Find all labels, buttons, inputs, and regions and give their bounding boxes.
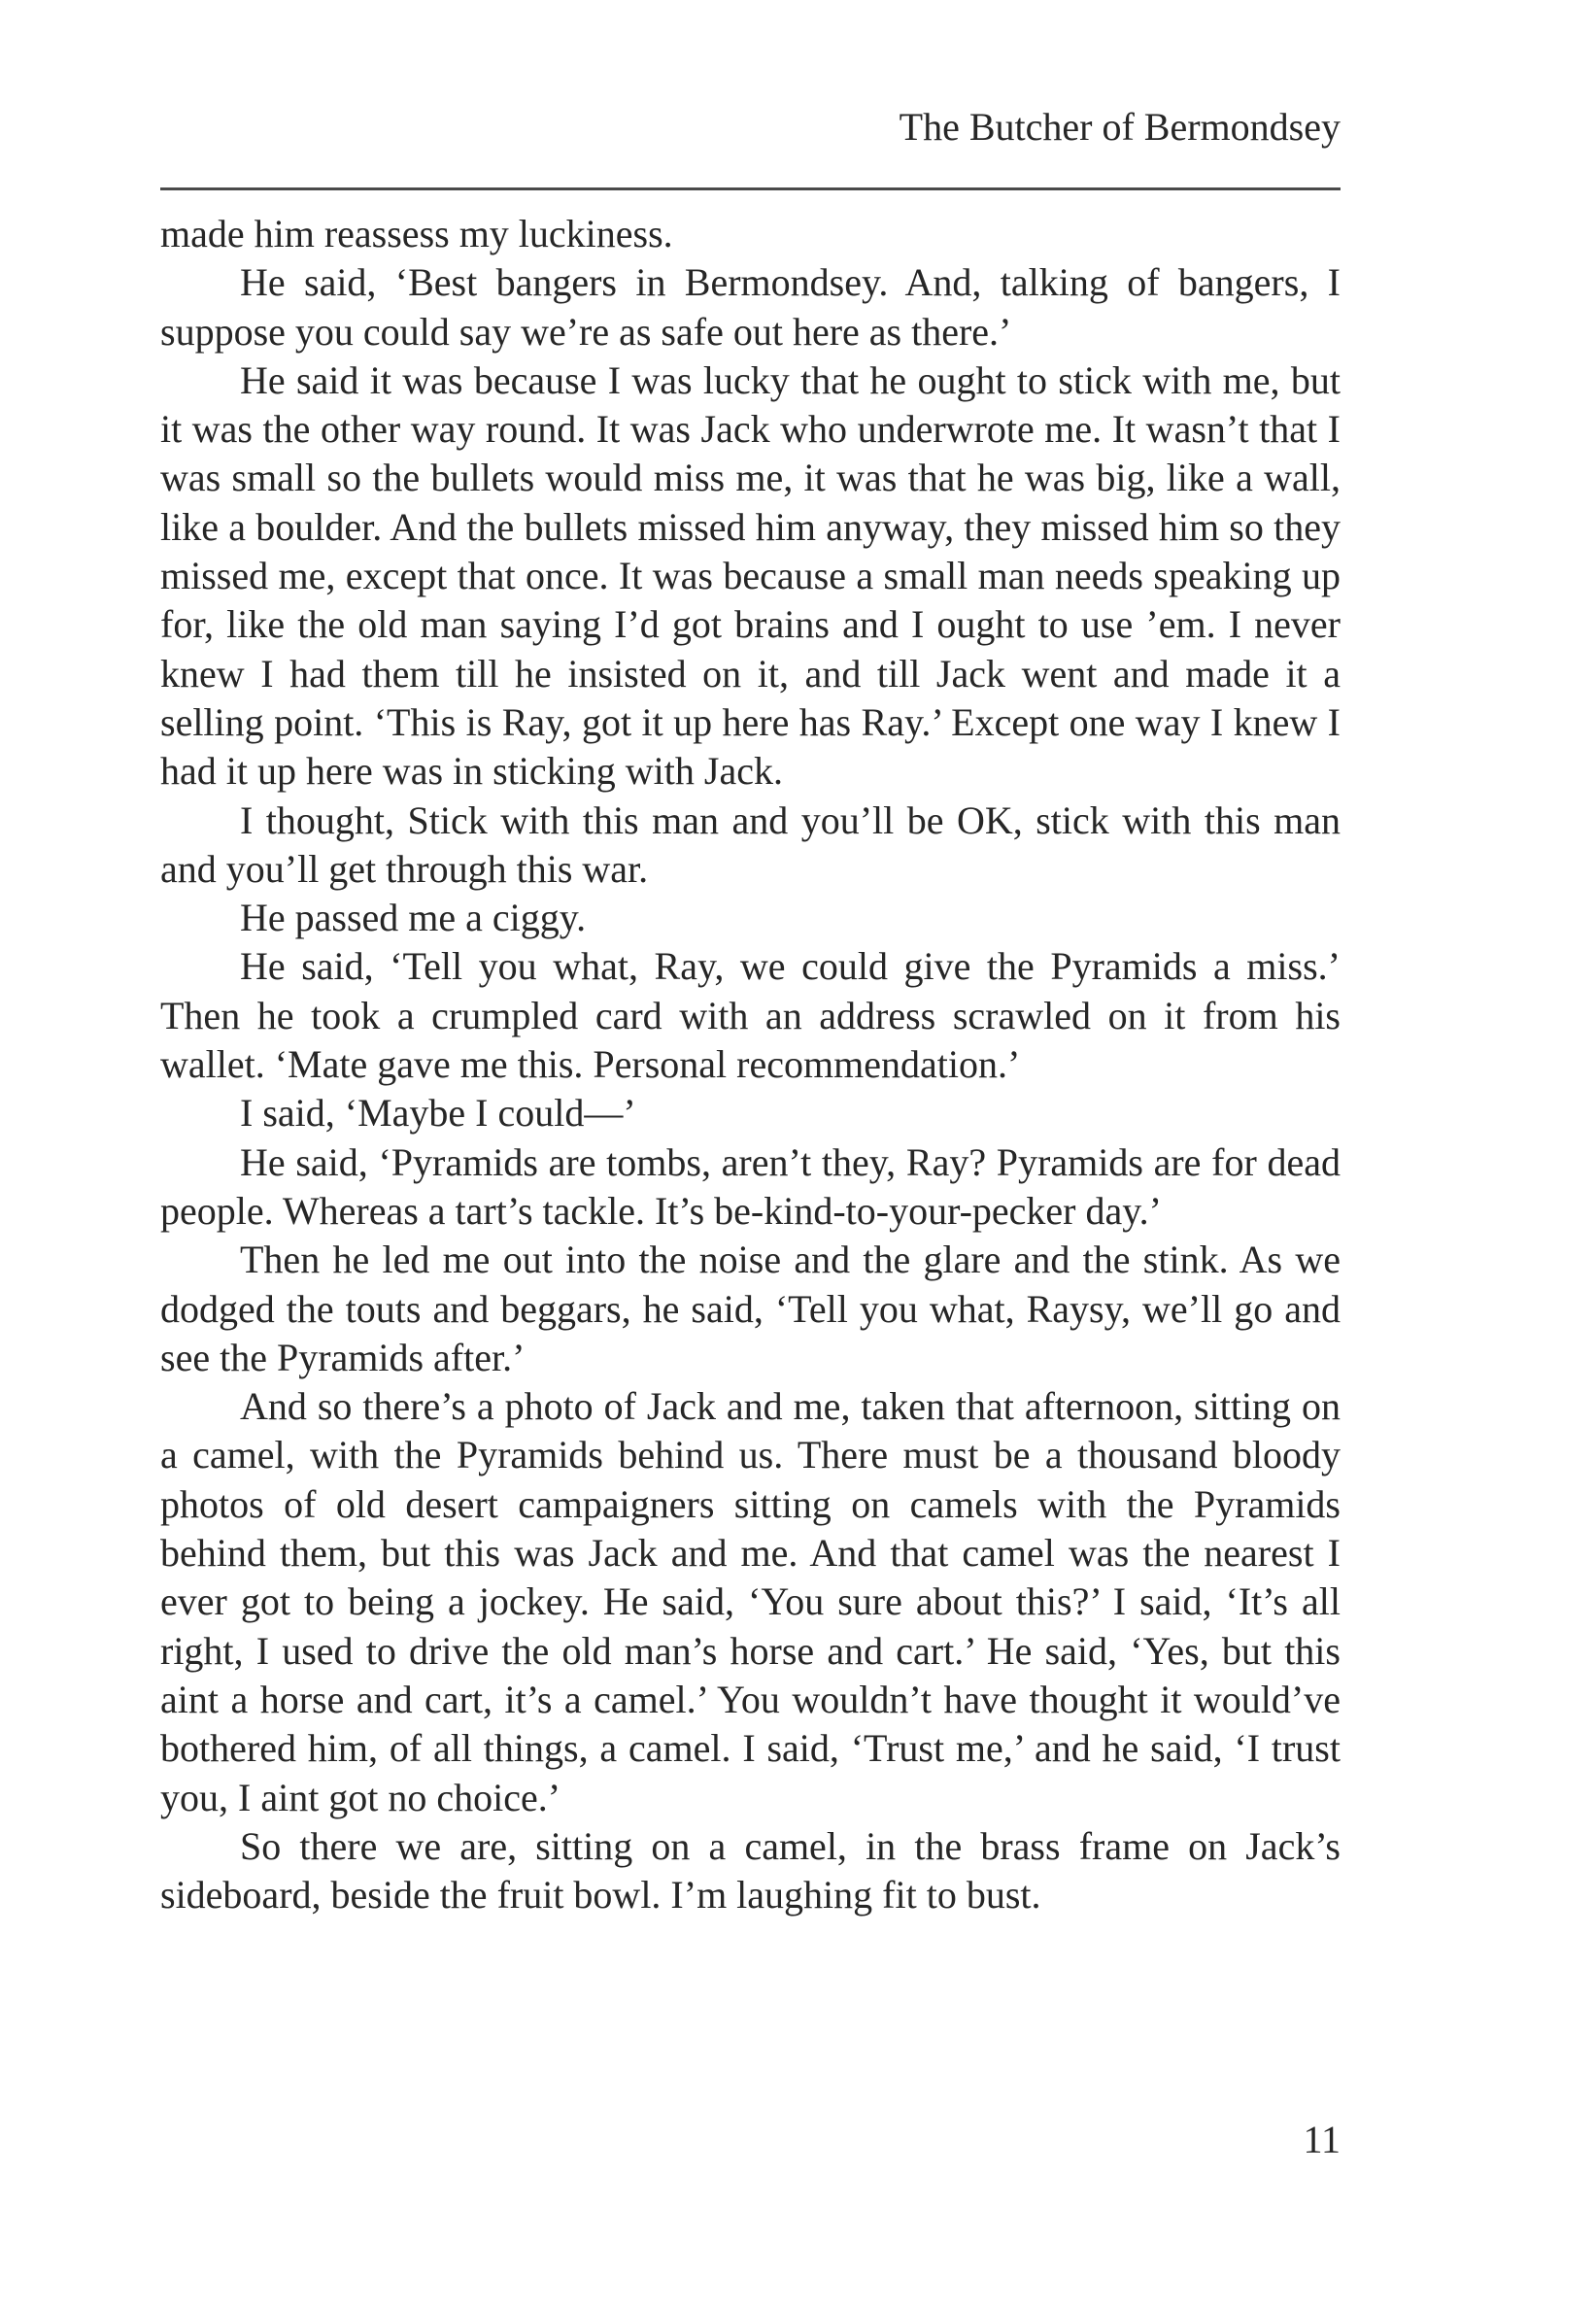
paragraph: I thought, Stick with this man and you’ll be OK, stick with this man and you’ll get through this war. bbox=[160, 798, 1341, 891]
page-number: 11 bbox=[1303, 2118, 1341, 2161]
running-head-title: The Butcher of Bermondsey bbox=[899, 105, 1341, 149]
page-body bbox=[160, 210, 1341, 1919]
paragraph: He passed me a ciggy. bbox=[240, 896, 587, 940]
paragraph: Then he led me out into the noise and the glare and the stink. As we dodged the touts and beggars, he said, ‘Tell you what, Raysy, we’ll go and see the Pyramids after.’ bbox=[160, 1238, 1341, 1379]
paragraph: And so there’s a photo of Jack and me, taken that afternoon, sitting on a camel, with the Pyramids behind us. There must be a thousand bloody photos of old desert campaigners sitting on camels with the Pyramids behind them, but this was Jack and me. And that camel was the nearest I ever got to being a jockey. He said, ‘You sure about this?’ I said, ‘It’s all right, I used to drive the old man’s horse and cart.’ He said, ‘Yes, but this aint a horse and cart, it’s a camel.’ You wouldn’t have thought it would’ve bothered him, of all things, a camel. I said, ‘Trust me,’ and he said, ‘I trust you, I aint got no choice.’ bbox=[160, 1384, 1341, 1819]
paragraph: He said it was because I was lucky that he ought to stick with me, but it was the other way round. It was Jack who underwrote me. It wasn’t that I was small so the bullets would miss me, it was that he was big, like a wall, like a boulder. And the bullets missed him anyway, they missed him so they missed me, except that once. It was because a small man needs speaking up for, like the old man saying I’d got brains and I ought to use ’em. I never knew I had them till he insisted on it, and till Jack went and made it a selling point. ‘This is Ray, got it up here has Ray.’ Except one way I knew I had it up here was in sticking with Jack. bbox=[160, 357, 1341, 794]
paragraph: So there we are, sitting on a camel, in the brass frame on Jack’s sideboard, beside the fruit bowl. I’m laughing fit to bust. bbox=[160, 1823, 1341, 1918]
paragraph: He said, ‘Pyramids are tombs, aren’t they, Ray? Pyramids are for dead people. Whereas a tart’s tackle. It’s be-kind-to-your-pecker day.’ bbox=[160, 1139, 1341, 1233]
header-rule bbox=[160, 187, 1341, 190]
paragraph: He said, ‘Best bangers in Bermondsey. And, talking of bangers, I suppose you could say we’re as safe out here as there.’ bbox=[160, 260, 1341, 354]
paragraph: made him reassess my luckiness. bbox=[160, 212, 673, 255]
paragraph: I said, ‘Maybe I could—’ bbox=[240, 1091, 636, 1136]
paragraph: He said, ‘Tell you what, Ray, we could give the Pyramids a miss.’ Then he took a crumpled card with an address scrawled on it from his wallet. ‘Mate gave me this. Personal recommendation.’ bbox=[160, 944, 1341, 1087]
